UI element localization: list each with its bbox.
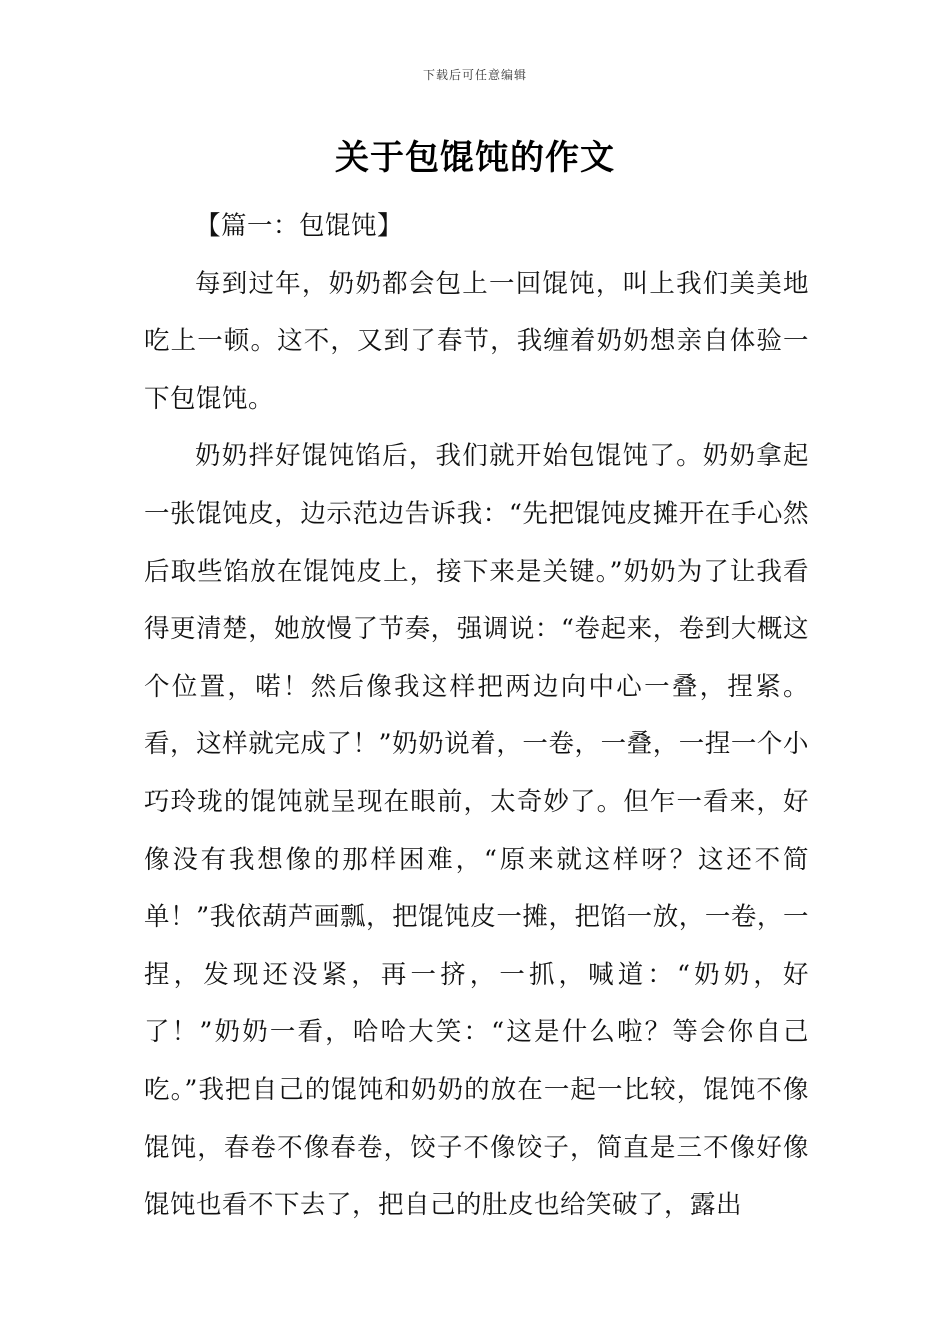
section-heading: 【篇一：包馄饨】 (195, 211, 404, 241)
header-note: 下载后可任意编辑 (422, 68, 527, 82)
document-title: 关于包馄饨的作文 (335, 138, 615, 178)
paragraph-1: 每到过年，奶奶都会包上一回馄饨，叫上我们美美地吃上一顿。这不，又到了春节，我缠着奶奶想亲自体验一下包馄饨。 (144, 268, 809, 414)
document-body (144, 198, 809, 1235)
paragraph-2: 奶奶拌好馄饨馅后，我们就开始包馄饨了。奶奶拿起一张馄饨皮，边示范边告诉我：“先把馄饨皮摊开在手心然后取些馅放在馄饨皮上，接下来是关键。”奶奶为了让我看得更清楚，她放慢了节奏，强调说：“卷起来，卷到大概这个位置，喏！然后像我这样把两边向中心一叠，捏紧。看，这样就完成了！”奶奶说着，一卷，一叠，一捏一个小巧玲珑的馄饨就呈现在眼前，太奇妙了。但乍一看来，好像没有我想像的那样困难，“原来就这样呀？这还不简单！”我依葫芦画瓢，把馄饨皮一摊，把馅一放，一卷，一捏，发现还没紧，再一挤，一抓，喊道：“奶奶，好了！”奶奶一看，哈哈大笑：“这是什么啦？等会你自己吃。”我把自己的馄饨和奶奶的放在一起一比较，馄饨不像馄饨，春卷不像春卷，饺子不像饺子，简直是三不像好像馄饨也看不下去了，把自己的肚皮也给笑破了，露出 (144, 441, 809, 1221)
